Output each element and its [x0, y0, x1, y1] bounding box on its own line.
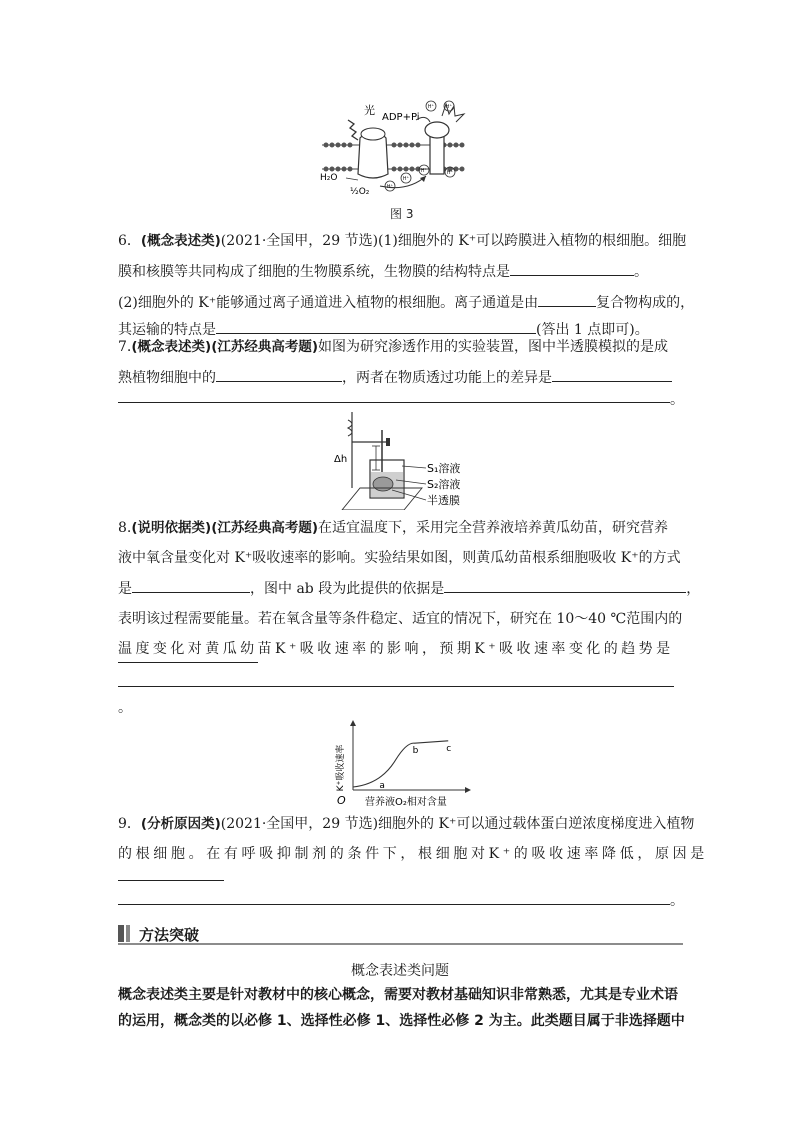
answer-blank-q6-2[interactable]: [538, 290, 596, 307]
answer-blank-q8-1[interactable]: [132, 576, 250, 593]
question-6: 6．(概念表述类)(2021·全国甲，29 节选)(1)细胞外的 K⁺可以跨膜进入植物的根细胞。细胞 膜和核膜等共同构成了细胞的生物膜系统，生物膜的结构特点是 。 (2)细胞外的 K⁺能够通过离子通道进入植物的根细胞。离子通道是由 复合物构成的， 其运输的特点是 (答出 1 点即可)。: [118, 233, 695, 338]
answer-blank-q7-1[interactable]: [216, 365, 342, 382]
figure-3-caption: 图 3: [390, 207, 414, 221]
section-subtitle: 概念表述类问题: [351, 963, 449, 979]
osmosis-apparatus-figure: [330, 410, 490, 510]
q9-end-mark: 。: [670, 893, 684, 909]
svg-text:H⁺: H⁺: [446, 170, 454, 176]
point-label-b: b: [412, 746, 419, 757]
svg-text:H⁺: H⁺: [402, 176, 410, 182]
question-7: 7.(概念表述类)(江苏经典高考题)如图为研究渗透作用的实验装置，图中半透膜模拟的是成 熟植物细胞中的 ，两者在物质透过功能上的差异是: [118, 335, 682, 390]
origin-label: O: [337, 794, 346, 807]
svg-text:H⁺: H⁺: [386, 184, 394, 190]
question-8: 8.(说明依据类)(江苏经典高考题)在适宜温度下，采用完全营养液培养黄瓜幼苗，研究营养 液中氧含量变化对 K⁺吸收速率的影响。实验结果如图，则黄瓜幼苗根系细胞吸收 K⁺的方式 是 ，图中 ab 段为此提供的依据是 ， 表明该过程需要能量。若在氧含量等条件稳定、适宜的情况下，研究在 10～40 ℃范围内的 温 度 变 化 对 黄 瓜 幼 苗 K ⁺ 吸 收 速 率 的 影 响 ， 预 期 K ⁺ 吸 收 速 率 变 化 的 趋 势 是: [118, 520, 701, 657]
membrane-label: 半透膜: [427, 494, 460, 507]
section-header-bar: [118, 923, 683, 945]
s2-solution-label: S₂溶液: [427, 478, 461, 491]
o2-label: ½O₂: [350, 187, 370, 197]
answer-blank-q6-1[interactable]: [510, 259, 634, 276]
q7-end-mark: 。: [670, 392, 684, 408]
adp-label: ADP+Pi: [382, 112, 420, 123]
answer-line-q9-2[interactable]: [118, 904, 670, 905]
answer-blank-q7-2[interactable]: [552, 365, 672, 382]
answer-line-q8-2[interactable]: [118, 686, 674, 687]
x-axis-label: 营养液O₂相对含量: [365, 797, 447, 808]
answer-line-q7[interactable]: [118, 402, 670, 403]
svg-text:H⁺: H⁺: [427, 104, 435, 110]
answer-blank-q6-3[interactable]: [216, 317, 536, 334]
answer-line-q9-1[interactable]: [118, 880, 224, 881]
light-label: 光: [364, 104, 375, 117]
point-label-a: a: [379, 781, 385, 791]
y-axis-label: K⁺吸收速率: [336, 744, 346, 792]
answer-blank-q8-2[interactable]: [444, 576, 686, 593]
question-9: 9．(分析原因类)(2021·全国甲，29 节选)细胞外的 K⁺可以通过载体蛋白逆浓度梯度进入植物 的 根 细 胞 。 在 有 呼 吸 抑 制 剂 的 条 件 下 ， 根 细 胞 对 K ⁺ 的 吸 收 速 率 降 低 ， 原 因 是: [118, 816, 704, 862]
delta-h-label: Δh: [334, 454, 348, 465]
svg-text:H⁺: H⁺: [420, 168, 428, 174]
svg-text:H⁺: H⁺: [445, 104, 453, 110]
h2o-label: H₂O: [320, 173, 338, 183]
point-label-c: c: [446, 743, 452, 754]
k-uptake-chart: [335, 718, 475, 808]
figure-3-membrane-diagram: [318, 100, 468, 208]
section-paragraph: 概念表述类主要是针对教材中的核心概念，需要对教材基础知识非常熟悉，尤其是专业术语 的运用，概念类的以必修 1、选择性必修 1、选择性必修 2 为主。此类题目属于非选择题中: [118, 987, 685, 1029]
answer-line-q8-1[interactable]: [118, 662, 258, 663]
q8-end-mark: 。: [118, 700, 132, 716]
k-uptake-curve: [353, 741, 448, 787]
section-title: 方法突破: [139, 926, 200, 944]
s1-solution-label: S₁溶液: [427, 462, 461, 475]
